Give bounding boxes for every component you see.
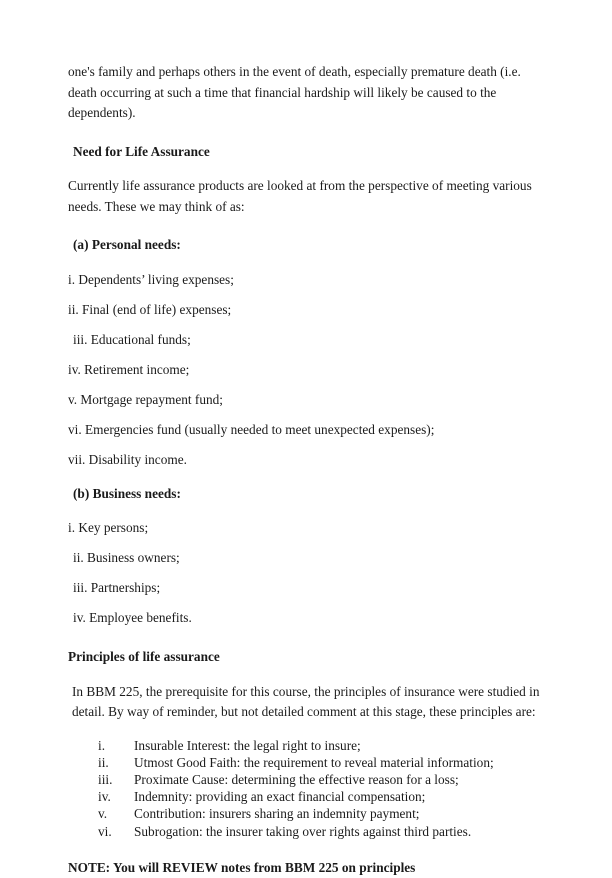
business-needs-heading: (b) Business needs: [73,485,181,501]
list-item-marker: i. [98,737,106,753]
intro-paragraph: one's family and perhaps others in the event of death, especially premature death (i.e. death occurring at such a time that financial hardship will likely be caused to the dependents). [68,64,521,120]
list-item-label: Insurable Interest: the legal right to insure; [134,737,361,753]
list-item [68,771,546,788]
need-paragraph: Currently life assurance products are looked at from the perspective of meeting various needs. These we may think of as: [68,178,532,214]
principles-list [68,737,546,840]
list-item: iii. Educational funds; [73,331,191,347]
list-item: iii. Partnerships; [73,580,161,595]
list-item-marker: iv. [98,789,111,805]
list-item: i. Key persons; [68,520,149,535]
list-item: v. Mortgage repayment fund; [68,391,223,407]
list-item-label: Proximate Cause: determining the effective reason for a loss; [134,771,459,787]
need-for-life-assurance-heading: Need for Life Assurance [73,143,210,159]
list-item: vi. Emergencies fund (usually needed to meet unexpected expenses); [68,421,435,437]
list-item [68,754,546,771]
note-text: NOTE: You will REVIEW notes from BBM 225 on principles [68,859,416,875]
list-item-marker: ii. [98,754,109,770]
list-item-marker: iii. [98,771,113,787]
list-item-label: Subrogation: the insurer taking over rights against third parties. [134,823,472,839]
list-item: iv. Retirement income; [68,361,190,377]
list-item-marker: v. [98,806,108,822]
list-item: i. Dependents’ living expenses; [68,271,234,287]
list-item-marker: vi. [98,823,112,839]
list-item: ii. Final (end of life) expenses; [68,301,232,317]
personal-needs-heading: (a) Personal needs: [73,237,181,252]
list-item: vii. Disability income. [68,451,187,467]
list-item-label: Utmost Good Faith: the requirement to reveal material information; [134,754,494,770]
business-needs-list [68,518,546,629]
list-item: ii. Business owners; [73,550,180,565]
principles-heading: Principles of life assurance [68,649,220,664]
list-item: iv. Employee benefits. [73,610,192,625]
list-item [68,823,546,840]
spacer [68,638,546,647]
list-item [68,805,546,822]
list-item [68,737,546,754]
list-item-label: Indemnity: providing an exact financial compensation; [134,789,426,805]
principles-paragraph: In BBM 225, the prerequisite for this course, the principles of insurance were studied in detail. By way of reminder, but not detailed comment at this stage, these principles are: [72,683,540,719]
personal-needs-list [68,270,546,471]
list-item [68,788,546,805]
list-item-label: Contribution: insurers sharing an indemnity payment; [134,806,420,822]
